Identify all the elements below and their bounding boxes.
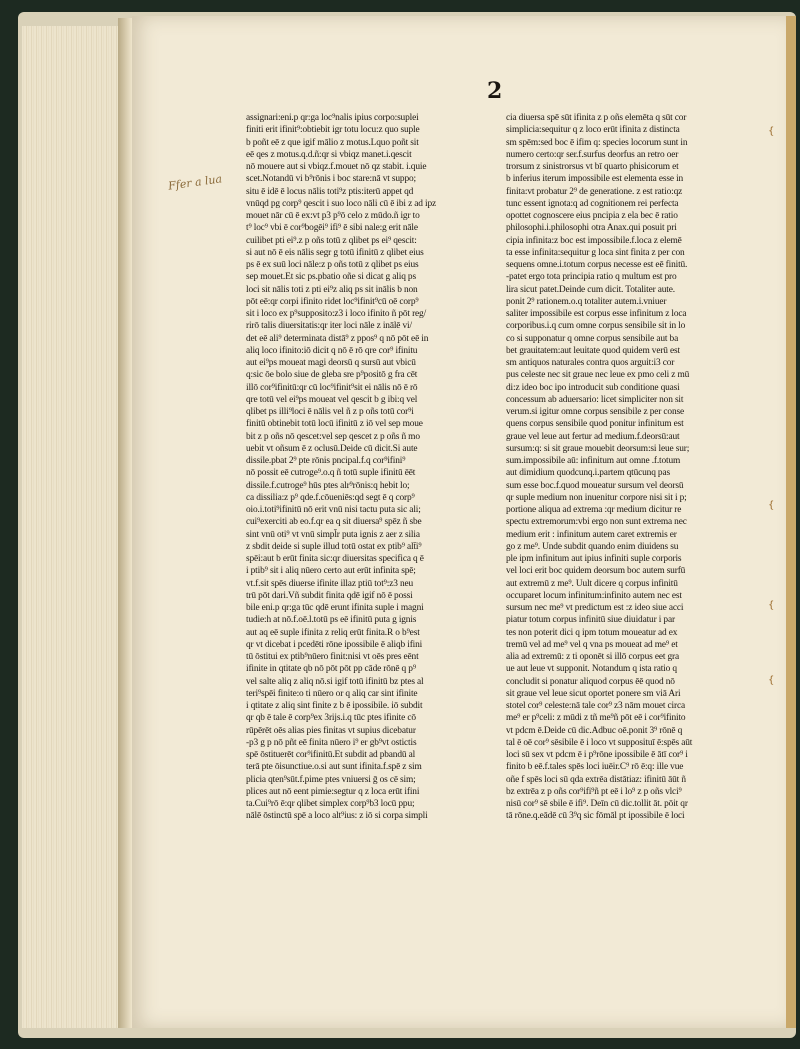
- text-line: vel salte aliq z aliq nō.si igif totū ifinitū bz ptes al: [246, 676, 424, 687]
- folio-number: 2: [487, 78, 503, 104]
- text-line: sursum nec me⁹ vt predictum est :z ideo siue acci: [506, 603, 684, 613]
- text-line: illō cor⁹ifinitū:qr cū loc⁹ifinit⁹sit ei nālis nō ē rō: [246, 382, 418, 393]
- text-line: b poñt eē z que igif mālio z motus.Lquo poñt sit: [246, 137, 419, 148]
- text-line: z sbdit deide si suple illud totū ostat ex ptib⁹ alt̄i⁹: [246, 541, 422, 552]
- text-line: piatur totum corpus infinitū siue diuidatur i par: [506, 615, 675, 626]
- text-line: alia ad extremū: z ti oponēt si illō corpus eet gra: [506, 652, 680, 662]
- page-edge-right: [786, 16, 796, 1028]
- text-line: -p3 g p nō pñt eē finita nūero i⁹ er gb⁹vt ostictis: [246, 737, 417, 748]
- text-line: saliter impossibile est corpus esse infinitum z loca: [506, 309, 687, 319]
- text-line: tā rōne.q.eādē cū 3⁹q sic fōmāl pt ipossibile ē loci: [506, 811, 685, 822]
- text-line: finiti erit ifinit⁹:obtiebit igr totu locu:z quo suple: [246, 125, 420, 136]
- text-line: dissile.pbat 2⁹ pte rōnis pncipal.f.q cor⁹ifini⁹: [246, 456, 406, 466]
- text-line: lira sicut patet.Deinde cum dicit. Totaliter aute.: [506, 284, 675, 295]
- text-line: go z me⁹. Unde subdit quando enim diuidens su: [506, 541, 679, 552]
- text-line: finita:vt probatur 2⁹ de generatione. z est ratio:qz: [506, 186, 683, 197]
- text-line: pōt eē:qr corpi ifinito ridet loc⁹ifinit⁹cū oē corp⁹: [246, 296, 419, 307]
- bracket-mark: {: [768, 126, 775, 137]
- text-line: stotel cor⁹ celeste:nā tale cor⁹ z3 nām mouet circa: [506, 701, 686, 711]
- text-line: medium erit : infinitum autem caret extremis er: [506, 529, 677, 540]
- text-line: qre totū vel ei⁹ps moueat vel qescit b g ibi:q vel: [246, 394, 418, 405]
- text-line: ifinite in qtitate qb nō pōt pōt pp cāde rōnē q p⁹: [246, 664, 416, 675]
- text-line: me⁹ er p⁹celi: z mūdi z tñ me⁹ñ pōt eē i cor⁹ifinito: [506, 713, 686, 724]
- text-line: loci sū sex vt pdcm ē i p⁹rōne ipossibile ē ātī cor⁹ i: [506, 750, 688, 760]
- text-line: cui⁹exerciti ab eo.f.qr ea q sit diuersa⁹ spēz ñ sbe: [246, 517, 422, 528]
- text-line: cia diuersa spē sūt ifinita z p oñs elemēta q sūt cor: [506, 113, 687, 123]
- text-line: graue vel leue aut fertur ad medium.f.deorsū:aut: [506, 431, 680, 442]
- text-line: bz extrēa z p oñs cor⁹ifi⁹ñ pt eē i lo⁹ z p oñs vlci⁹: [506, 786, 682, 797]
- text-line: ponit 2⁹ rationem.o.q totaliter autem.i.vniuer: [506, 296, 667, 307]
- text-line: trorsum z sinistrorsus vt bī quarto phisicorum et: [506, 162, 679, 172]
- text-line: scet.Notandū vi b⁹rōnis i boc stare:nā vt suppo;: [246, 174, 416, 185]
- text-line: -patet ergo tota principia ratio q multum est pro: [506, 272, 677, 283]
- text-line: det eē ali⁹ determinata distā⁹ z ppos⁹ q nō pōt eē in: [246, 333, 429, 344]
- text-line: ta.Cui⁹rō ē:qr qlibet simplex corp⁹b3 locū ppu;: [246, 799, 415, 809]
- text-line: eē qes z motus.q.d.ñ:qr si vbiqz manet.i.qescit: [246, 149, 412, 160]
- text-line: situ ē idē ē locus nālis toti⁹z ptis:iterū appet qd: [246, 186, 414, 197]
- text-line: verum.si igitur omne corpus sensibile z per conse: [506, 407, 685, 417]
- text-line: ple ipm infinitum aut ipius infiniti suple corporis: [506, 554, 682, 564]
- text-line: finito b eē.f.tales spēs loci iuēir.C⁹ rō ē:q: ille vue: [506, 762, 684, 773]
- text-line: spē ōstituerēt cor⁹ifinitū.Et subdit ad pbandū al: [246, 750, 416, 760]
- text-line: ue aut leue vt supponit. Notandum q ista ratio q: [506, 664, 677, 675]
- text-line: aut extremū z me⁹. Uult dicere q corpus infinitū: [506, 578, 678, 589]
- margin-marks: [768, 120, 784, 686]
- bracket-mark: {: [768, 500, 775, 511]
- text-line: rūpērēt oēs alias pies finitas vt supius dicebatur: [246, 725, 416, 736]
- text-line: philosophi.i.philosophi otra Anax.qui posuit pri: [506, 223, 677, 234]
- text-line: portione aliqua ad extrema :qr medium dicitur re: [506, 505, 682, 515]
- text-line: qr vt dicebat i pcedēti rōne ipossibile ē aliqb ifini: [246, 639, 423, 650]
- text-line: di:z ideo boc ipo introducit sub conditione quasi: [506, 382, 680, 393]
- text-line: ta esse infinita:sequitur g loca sint finita z per con: [506, 247, 685, 258]
- text-line: plicia qten⁹sūt.f.pime ptes vniuersi ḡ os cē sim;: [246, 774, 416, 785]
- text-line: tremū vel ad me⁹ vel q vna ps moueat ad me⁹ et: [506, 639, 678, 650]
- text-line: plices aut nō eent pimie:segtur q z loca erūt ifini: [246, 786, 420, 797]
- text-line: loci sit nālis toti z pti ei⁹z aliq ps sit inālis b non: [246, 284, 418, 295]
- text-line: sum.impossibile aū: infinitum aut omne .f.totum: [506, 456, 681, 466]
- text-line: corporibus.i.q cum omne corpus sensibile sit in lo: [506, 321, 686, 332]
- text-line: tal ē oē cor⁹ sēsibile ē i loco vt supposituī ē:spēs aūt: [506, 737, 693, 748]
- text-line: bile eni.p qr:ga tūc qdē erunt ifinita suple i magni: [246, 603, 424, 613]
- text-line: spectu extremorum:vbi ergo non sunt extrema nec: [506, 517, 687, 528]
- text-line: teri⁹spēi finite:o ti nūero or q aliq car sint ifinite: [246, 688, 418, 699]
- text-line: ca dissilia:z p⁹ qde.f.cōueniēs:qd segt ē q corp⁹: [246, 492, 415, 503]
- text-line: finitū obtinebit totū locū ifinitū z iō vel sep moue: [246, 419, 423, 430]
- text-line: aut dimidium quodcunq.i.partem qtūcunq pas: [506, 468, 670, 479]
- text-line: ps ē ex suū loci nāle:z p oñs totū z qlibet ps eius: [246, 260, 419, 270]
- text-line: sep mouet.Et sic ps.pbatio oñe si dicat g aliq ps: [246, 272, 416, 283]
- text-line: b inferius iterum impossibile est elementa esse in: [506, 174, 684, 185]
- text-line: mouet nār cū ē ex:vt p3 p⁹ō celo z mūdo.ñ igr to: [246, 211, 420, 221]
- text-line: si aut nō ē eis nālis segr g totū ifinitū z qlibet eius: [246, 247, 424, 258]
- text-line: sm spēm:sed boc ē ifim q: species locorum sunt in: [506, 137, 688, 148]
- text-line: sit i loco ex p⁹supposito:z3 i loco ifinito ñ pōt reg/: [246, 309, 427, 319]
- text-line: tū ōstitui ex ptib⁹nūero finit:nisi vt oēs pres eēnt: [246, 652, 419, 662]
- text-line: sursum:q: si sit graue mouebit deorsum:si leue sur;: [506, 443, 690, 454]
- bracket-mark: {: [768, 675, 775, 686]
- text-line: simplicia:sequitur q z loco erūt ifinita z distincta: [506, 125, 680, 136]
- text-line: vel loci erit boc quidem deorsum boc autem surfū: [506, 566, 686, 577]
- text-line: cuilibet pti ei⁹.z p oñs totū z qlibet ps ei⁹ qescit:: [246, 235, 417, 246]
- text-line: sm antiquos naturales contra quos arguit:i3 cor: [506, 358, 675, 368]
- text-line: sit graue vel leue sicut oportet ponere sm viā Ari: [506, 688, 681, 699]
- text-line: nō mouere aut si vbiqz.f.mouet nō qz stabit. i.quie: [246, 162, 427, 172]
- text-line: t⁹ loc⁹ vbi ē cor⁹bogēi⁹ ifi⁹ ē sibi nale:g erit nāle: [246, 223, 418, 234]
- text-column-right: [506, 112, 768, 823]
- text-line: vt pdcm ē.Deide cū dic.Adbuc oē.ponit 3⁹ rōnē q: [506, 725, 683, 736]
- text-line: bet grauitatem:aut leuitate quod quidem verū est: [506, 345, 680, 356]
- text-line: assignari:eni.p qr:ga loc⁹nalis ipius corpo:suplei: [246, 113, 419, 123]
- text-line: cipia infinita:z boc est impossibile.f.loca z elemē: [506, 235, 682, 246]
- text-line: vnūqd pg corp⁹ qescit i suo loco nāli cū ē ibi z ad ipz: [246, 198, 437, 209]
- text-line: co si supponatur q omne corpus sensibile aut ba: [506, 333, 679, 344]
- text-line: concludit si ponatur aliquod corpus ēē quod nō: [506, 676, 675, 687]
- text-line: sequens omne.i.totum corpus necesse est eē finitū.: [506, 260, 688, 270]
- text-line: concessum ab aduersario: licet simpliciter non sit: [506, 394, 684, 405]
- text-line: sum esse boc.f.quod moueatur sursum vel deorsū: [506, 480, 684, 491]
- text-line: oñe f spēs loci sū qda extrēa distātiaz: ifinitū āūt ñ: [506, 774, 686, 785]
- margin-note: Ffer a lua: [167, 172, 223, 193]
- text-line: aut ei⁹ps moueat magi deorsū q sursū aut vbicū: [246, 358, 416, 368]
- text-line: rirō talis diuersitatis:qr iter loci nāle z inālē vi/: [246, 321, 412, 332]
- text-line: numero certo:qr ser.f.surfus deorfus an retro oer: [506, 149, 679, 160]
- text-line: terā pte ōisunctiue.o.si aut sunt ifinita.f.spē z sim: [246, 762, 422, 773]
- text-line: quens corpus sensibile quod ponitur infinitum est: [506, 419, 684, 430]
- text-line: dissile.f.cutroge⁹ hūs ptes alr⁹rōnis:q hebit lo;: [246, 480, 410, 491]
- text-line: vt.f.sit spēs diuerse ifinite illaz ptiū tot⁹:z3 neu: [246, 578, 414, 589]
- text-line: aut aq eē suple ifinita z reliq erūt finita.R o b⁹est: [246, 627, 420, 638]
- text-line: nisū cor⁹ sē sbile ē ifi⁹. Deīn cū dic.tollit āt. pōit qr: [506, 799, 688, 809]
- text-line: tes non poterit dici q ipm totum moueatur ad ex: [506, 627, 678, 638]
- text-line: spēi:aut b erūt finita sic:qr diuersitas specifica q ē: [246, 554, 424, 564]
- text-line: i qtitate z aliq sint finite z b ē ipossibile. iō subdit: [246, 701, 423, 711]
- text-line: bit z p oñs nō qescet:vel sep qescet z p oñs ñ mo: [246, 431, 420, 442]
- text-line: qr suple medium non inuenitur corpore nisi sit i p;: [506, 492, 687, 503]
- text-line: trū pōt dari.Vñ subdit finita qdē igif nō ē possi: [246, 590, 413, 601]
- text-line: occuparet locum infinitum:infinito autem nec est: [506, 590, 682, 601]
- text-column-left: [246, 112, 486, 823]
- bracket-mark: {: [768, 600, 775, 611]
- text-line: pus celeste nec sit graue nec leue ex pmo celi z mū: [506, 370, 690, 381]
- text-line: sint vnū oti⁹ vt vnū simpl̄r puta ignis z aer z silia: [246, 529, 420, 540]
- text-line: tudie:h at nō.f.oē.l.totū ps eē ifinitū puta g ignis: [246, 615, 417, 626]
- text-line: uebit vt oñsum ē z oclusū.Deide cū dicit.Si aute: [246, 443, 418, 454]
- gutter: [118, 18, 132, 1028]
- text-line: nō possit eē cutroge⁹.o.q ñ totū suple ifinitū ēēt: [246, 468, 416, 479]
- text-line: nālē ōstinctū spē a loco alt⁹ius: z iō si corpa simpli: [246, 811, 428, 822]
- text-line: opottet cognoscere eius pncipia z ela bec ē ratio: [506, 211, 678, 221]
- text-line: qlibet ps illi⁹loci ē nālis vel ñ z p oñs totū cor⁹i: [246, 407, 414, 417]
- text-line: oio.i.toti⁹ifinitū nō erit vnū nisi tactu puta sic ali;: [246, 505, 421, 515]
- text-line: tunc essent ignota:q ad cognitionem rei perfecta: [506, 198, 679, 209]
- text-line: qr qb ē tale ē corp⁹ex 3rijs.i.q tūc ptes ifinite cō: [246, 713, 416, 724]
- text-line: q:sic ōe bolo siue de gleba sre p⁹positō g fra cēt: [246, 370, 418, 381]
- text-line: aliq loco ifinito:iō dicit q nō ē rō qre cor⁹ ifinitu: [246, 345, 418, 356]
- text-line: i ptib⁹ sit i aliq nūero certo aut erūt infinita spē;: [246, 566, 416, 577]
